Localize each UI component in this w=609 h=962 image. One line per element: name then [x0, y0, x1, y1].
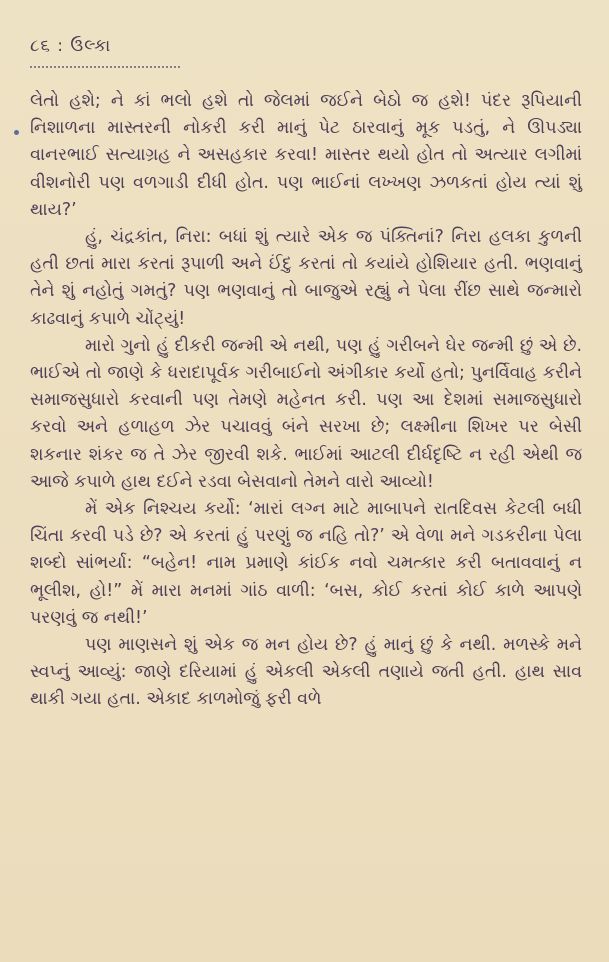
paragraph-4: મેં એક નિશ્ચય કર્યો: ‘મારાં લગ્ન માટે માબાપને રાતદિવસ કેટલી બધી ચિંતા કરવી પડે છે? એ કરતાં હું પરણું જ નહિ તો?’ એ વેળા મને ગડકરીના પેલા શબ્દો સાંભર્યા: “બહેન! નામ પ્રમાણે કાંઈક નવો ચમત્કાર કરી બતાવવાનું ન ભૂલીશ, હો!” મેં મારા મનમાં ગાંઠ વાળી: ‘બસ, કોઈ કરતાં કોઈ કાળે આપણે પરણવું જ નથી!’ — [30, 499, 582, 628]
paragraph-3: મારો ગુનો હું દીકરી જન્મી એ નથી, પણ હું ગરીબને ઘેર જન્મી છું એ છે. ભાઈએ તો જાણે કે ધરાદાપૂર્વક ગરીબાઈનો અંગીકાર કર્યો હતો; પુનર્વિવાહ કરીને સમાજસુધારો કરવાની પણ તેમણે મહેનત કરી. પણ આ દેશમાં સમાજસુધારો કરવો અને હળાહળ ઝેર પચાવવું બંને સરખા છે; લક્ષ્મીના શિખર પર બેસી શકનાર શંકર જ તે ઝેર જીરવી શકે. ભાઈમાં આટલી દીર્ઘદૃષ્ટિ ન રહી એથી જ આજે કપાળે હાથ દઈને રડવા બેસવાનો તેમને વારો આવ્યો! — [30, 335, 582, 492]
page-header: ૮૬ : ઉલ્કા — [30, 36, 112, 56]
paragraph-5: પણ માણસને શું એક જ મન હોય છે? હું માનું છું કે નથી. મળસ્કે મને સ્વપ્નું આવ્યું: જાણે દરિયામાં હું એકલી એકલી તણાયે જતી હતી. હાથ સાવ થાકી ગયા હતા. એકાદ કાળમોજું ફરી વળે — [30, 635, 582, 710]
margin-mark — [14, 130, 19, 135]
body-text — [30, 88, 582, 714]
header-divider — [30, 66, 180, 68]
paragraph-2: હું, ચંદ્રકાંત, નિરા: બધાં શું ત્યારે એક જ પંક્તિનાં? નિરા હલકા કુળની હતી છતાં મારા કરતાં રૂપાળી અને ઈંદુ કરતાં તો કયાંયે હોશિયાર હતી. ભણવાનું તેને શું નહોતું ગમતું? પણ ભણવાનું તો બાજુએ રહ્યું ને પેલા રીંછ સાથે જન્મારો કાઢવાનું કપાળે ચોંટ્યું! — [30, 227, 582, 329]
paragraph-1: લેતો હશે; ને કાં ભલો હશે તો જેલમાં જઈને બેઠો જ હશે! પંદર રૂપિયાની નિશાળના માસ્તરની નોકરી કરી માનું પેટ ઠારવાનું મૂક પડતું, ને ઊપડ્યા વાનરભાઈ સત્યાગ્રહ ને અસહકાર કરવા! માસ્તર થયો હોત તો અત્યાર લગીમાં વીશનોરી પણ વળગાડી દીધી હોત. પણ ભાઈનાં લખ્ખણ ઝળકતાં હોય ત્યાં શું થાય?’ — [30, 91, 582, 220]
